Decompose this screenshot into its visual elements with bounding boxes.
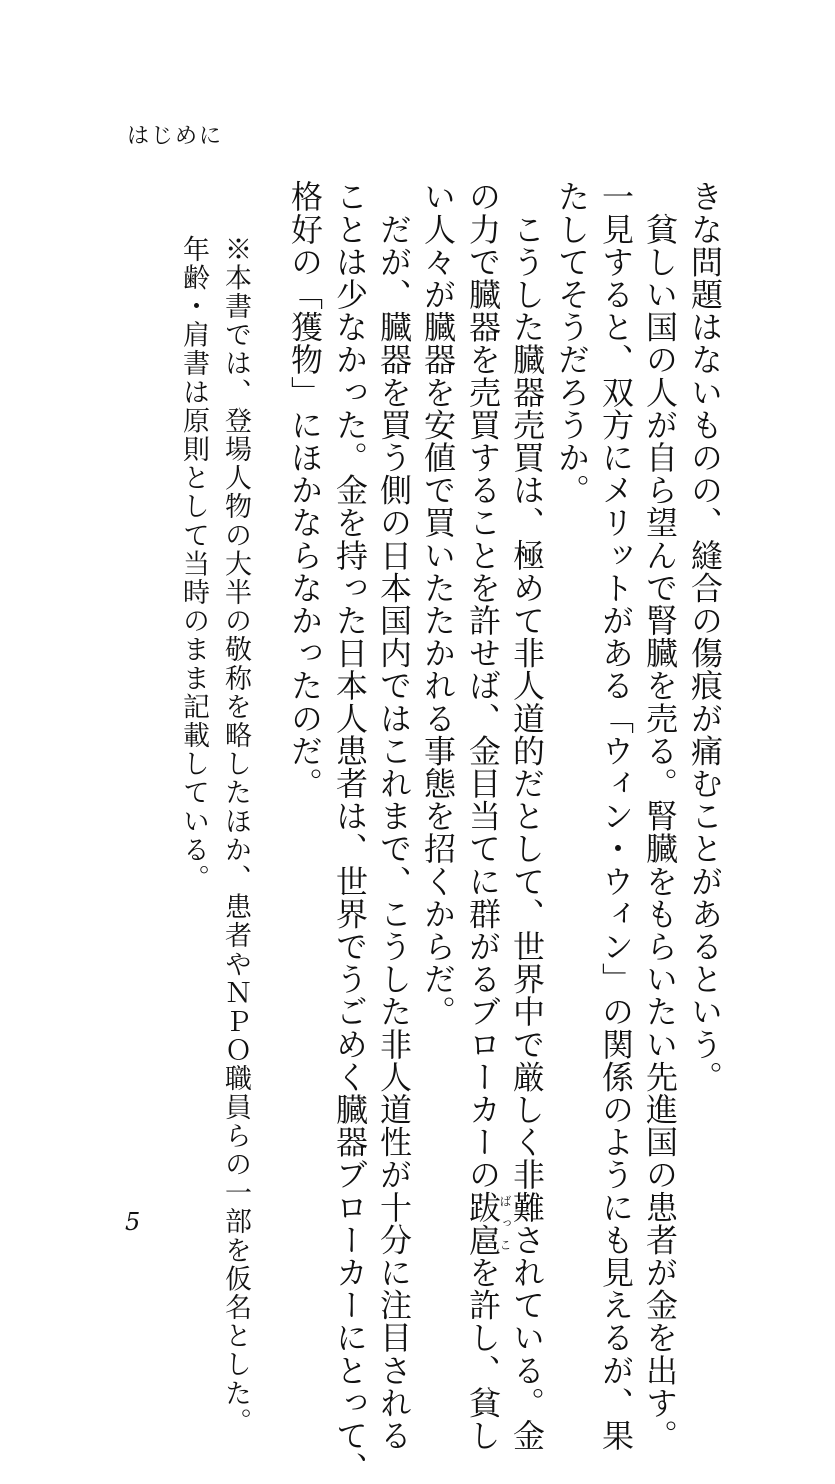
note-line: ※本書では、登場人物の大半の敬称を略したほか、患者やＮＰＯ職員らの一部を仮名とした。 (220, 235, 251, 1437)
body-line: 一見すると、双方にメリットがある「ウィン・ウィン」の関係のようにも見えるが、果 (597, 180, 635, 1452)
body-line-segment: を許し、貧し (464, 1255, 502, 1452)
body-line: だが、臓器を買う側の日本国内ではこれまで、こうした非人道性が十分に注目される (375, 180, 413, 1452)
ruby-reading: ばっこ (498, 1190, 512, 1256)
body-line: きな問題はないものの、縫合の傷痕が痛むことがあるという。 (686, 180, 724, 1093)
body-line: 格好の「獲物」にほかならなかったのだ。 (286, 180, 324, 800)
page-number: 5 (125, 1208, 141, 1236)
body-line: ことは少なかった。金を持った日本人患者は、世界でうごめく臓器ブローカーにとって、 (331, 180, 369, 1484)
body-line: い人々が臓器を安値で買いたたかれる事態を招くからだ。 (419, 180, 457, 1028)
body-line-segment: の力で臓器を売買することを許せば、金目当てに群がるブローカーの (464, 180, 502, 1191)
note-line: 年齢・肩書は原則として当時のまま記載している。 (178, 235, 209, 893)
body-line-with-ruby (464, 180, 512, 1452)
body-line: こうした臓器売買は、極めて非人道的だとして、世界中で厳しく非難されている。金 (508, 180, 546, 1452)
running-head: はじめに (127, 124, 224, 149)
ruby-base: 跋扈 (464, 1190, 502, 1256)
body-line: 貧しい国の人が自ら望んで腎臓を売る。腎臓をもらいたい先進国の患者が金を出す。 (641, 180, 679, 1452)
ruby-word (464, 1190, 512, 1256)
body-line: たしてそうだろうか。 (553, 180, 591, 506)
